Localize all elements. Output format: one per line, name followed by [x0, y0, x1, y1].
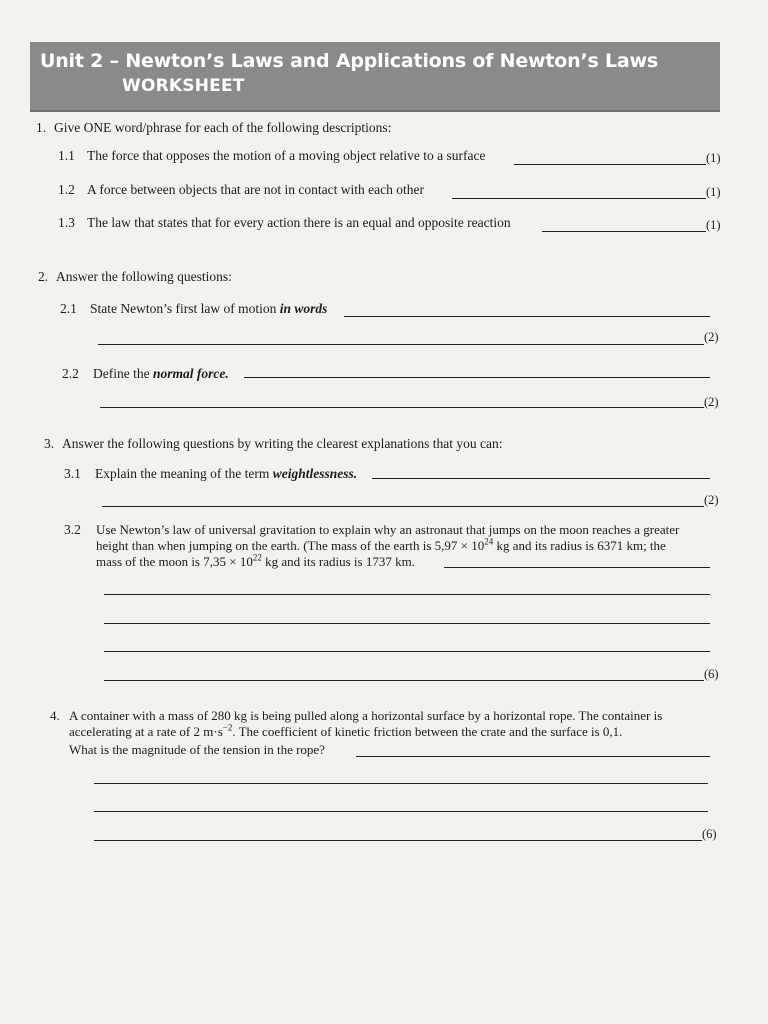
q3-2-line-3-a: mass of the moon is 7,35 × 10	[96, 554, 253, 569]
q3-1-answer-line-2[interactable]	[102, 506, 704, 507]
q2-1-answer-line-1[interactable]	[344, 316, 710, 317]
q2-1-text-plain: State Newton’s first law of motion	[90, 301, 280, 316]
q3-2-answer-line-5[interactable]	[104, 680, 704, 681]
q3-2-line-2-a: height than when jumping on the earth. (The mass of the earth is 5,97 × 10	[96, 538, 485, 553]
q4-text-line-2	[69, 724, 622, 740]
q1-3-text: The law that states that for every action there is an equal and opposite reaction	[87, 215, 511, 230]
q2-2-text	[93, 366, 229, 382]
q1-2-marks: (1)	[706, 185, 721, 199]
q3-number: 3.	[44, 436, 55, 451]
q3-2-line-3-b: kg and its radius is 1737 km.	[261, 554, 415, 569]
q3-1-text-emphasis: weightlessness.	[272, 466, 358, 481]
q3-2-text-line-1: Use Newton’s law of universal gravitation to explain why an astronaut that jumps on the moon reaches a greater	[96, 522, 680, 537]
q4-line-2-exponent: −2	[222, 722, 233, 733]
q2-1-answer-line-2[interactable]	[98, 344, 704, 345]
q1-number: 1.	[36, 120, 47, 135]
q4-answer-line-1[interactable]	[356, 756, 710, 757]
q4-text-line-1: A container with a mass of 280 kg is being pulled along a horizontal surface by a horizontal rope. The container is	[69, 708, 663, 723]
q3-2-marks: (6)	[704, 667, 719, 681]
q2-prompt: Answer the following questions:	[56, 269, 232, 284]
q2-2-text-emphasis: normal force.	[152, 366, 229, 381]
q1-2-answer-line[interactable]	[452, 198, 706, 199]
q3-2-text-line-3	[96, 554, 415, 570]
q4-answer-line-2[interactable]	[94, 783, 708, 784]
page-title: Unit 2 – Newton’s Laws and Applications of Newton’s Laws	[40, 50, 659, 72]
q2-1-number: 2.1	[60, 301, 77, 316]
q3-1-marks: (2)	[704, 493, 719, 507]
q3-2-answer-line-3[interactable]	[104, 623, 710, 624]
q4-answer-line-3[interactable]	[94, 811, 708, 812]
q2-2-marks: (2)	[704, 395, 719, 409]
q3-2-text-line-2	[96, 538, 666, 554]
q2-1-marks: (2)	[704, 330, 719, 344]
q4-text-line-3: What is the magnitude of the tension in the rope?	[69, 742, 325, 757]
q1-1-number: 1.1	[58, 148, 75, 163]
q3-2-answer-line-2[interactable]	[104, 594, 710, 595]
q2-2-answer-line-2[interactable]	[100, 407, 704, 408]
q3-prompt: Answer the following questions by writing the clearest explanations that you can:	[62, 436, 503, 451]
q3-2-line-2-b: kg and its radius is 6371 km; the	[493, 538, 666, 553]
q3-2-number: 3.2	[64, 522, 81, 537]
q1-2-text: A force between objects that are not in contact with each other	[87, 182, 424, 197]
q1-1-text: The force that opposes the motion of a moving object relative to a surface	[87, 148, 486, 163]
q1-2-number: 1.2	[58, 182, 75, 197]
q1-3-answer-line[interactable]	[542, 231, 706, 232]
page-subtitle: WORKSHEET	[122, 76, 245, 96]
q2-1-text	[90, 301, 327, 317]
q4-line-2-b: . The coefficient of kinetic friction between the crate and the surface is 0,1.	[232, 724, 623, 739]
q2-2-number: 2.2	[62, 366, 79, 381]
q2-2-text-plain: Define the	[93, 366, 153, 381]
title-banner	[30, 42, 720, 112]
q1-prompt: Give ONE word/phrase for each of the following descriptions:	[54, 120, 392, 135]
q3-2-answer-line-4[interactable]	[104, 651, 710, 652]
q3-2-line-3-exponent: 22	[252, 552, 262, 563]
q1-1-answer-line[interactable]	[514, 164, 706, 165]
q3-1-text	[95, 466, 357, 482]
q4-marks: (6)	[702, 827, 717, 841]
q3-2-answer-line-1[interactable]	[444, 567, 710, 568]
q2-number: 2.	[38, 269, 49, 284]
q3-1-number: 3.1	[64, 466, 81, 481]
q3-2-line-2-exponent: 24	[484, 536, 494, 547]
q2-2-answer-line-1[interactable]	[244, 377, 710, 378]
q1-3-marks: (1)	[706, 218, 721, 232]
q3-1-answer-line-1[interactable]	[372, 478, 710, 479]
q1-3-number: 1.3	[58, 215, 75, 230]
q4-number: 4.	[50, 708, 60, 723]
q4-answer-line-4[interactable]	[94, 840, 702, 841]
q1-1-marks: (1)	[706, 151, 721, 165]
q4-line-2-a: accelerating at a rate of 2 m·s	[69, 724, 223, 739]
q2-1-text-emphasis: in words	[279, 301, 328, 316]
q3-1-text-plain: Explain the meaning of the term	[95, 466, 273, 481]
